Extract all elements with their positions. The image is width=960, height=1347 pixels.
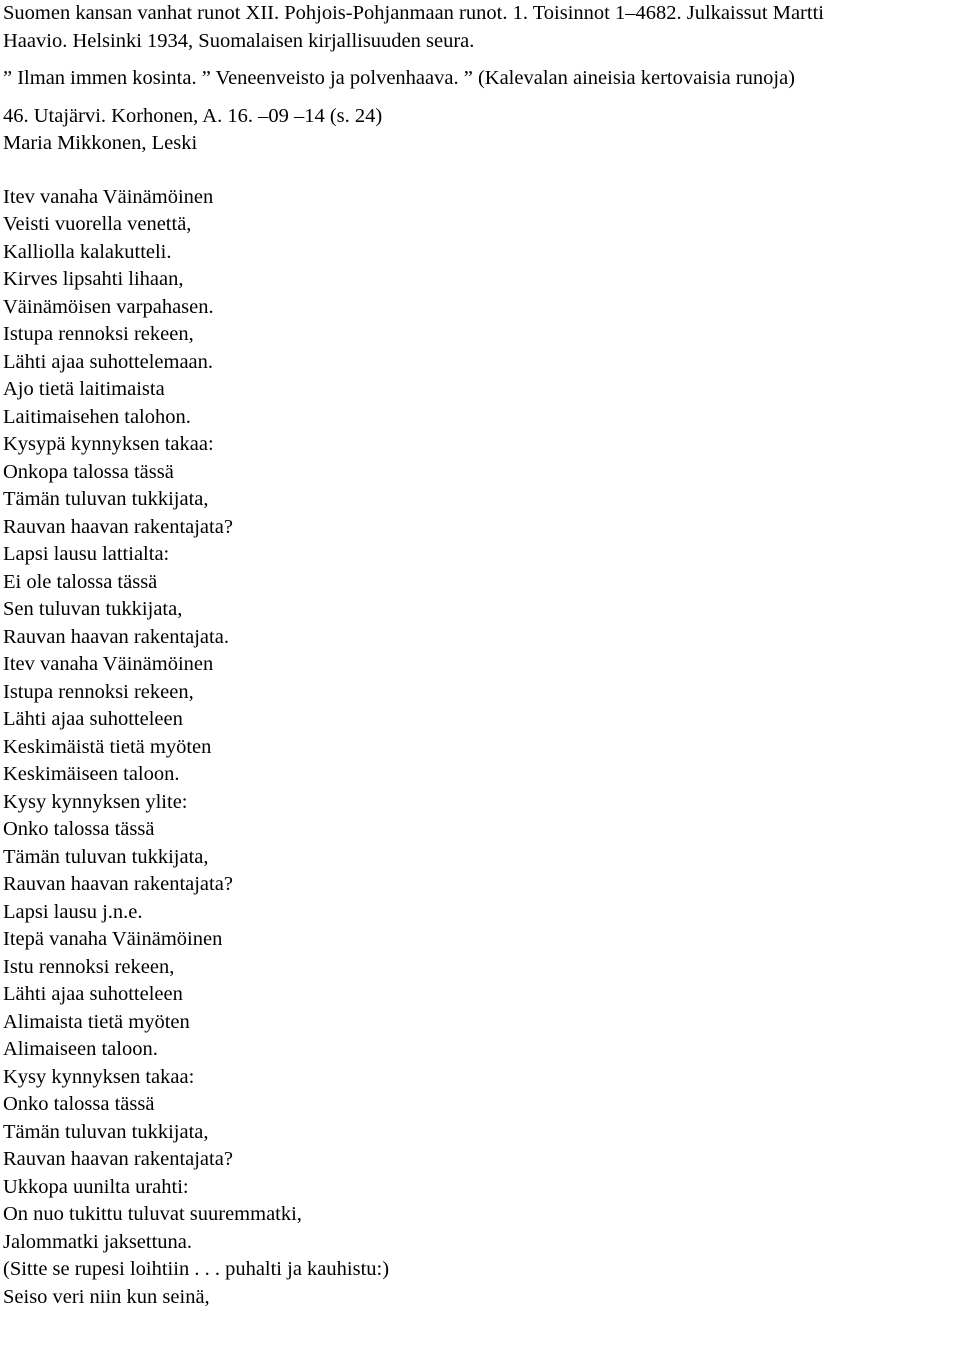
poem-text: [3, 184, 953, 1312]
source-line-2: Haavio. Helsinki 1934, Suomalaisen kirjallisuuden seura.: [3, 29, 475, 52]
poem-line: Kirves lipsahti lihaan,: [3, 268, 184, 290]
poem-line: Itepä vanaha Väinämöinen: [3, 928, 223, 950]
poem-line: Istupa rennoksi rekeen,: [3, 680, 194, 703]
poem-line: Seiso veri niin kun seinä,: [3, 1285, 210, 1308]
informant-line: Maria Mikkonen, Leski: [3, 132, 198, 154]
poem-line: (Sitte se rupesi loihtiin . . . puhalti ja kauhistu:): [3, 1258, 390, 1280]
poem-line: On nuo tukittu tuluvat suuremmatki,: [3, 1203, 302, 1225]
spacer: [3, 55, 953, 65]
poem-line: Onko talossa tässä: [3, 1093, 155, 1115]
poem-line: Tämän tuluvan tukkijata,: [3, 1120, 209, 1143]
poem-line: Kysypä kynnyksen takaa:: [3, 433, 214, 455]
poem-line: Kalliolla kalakutteli.: [3, 240, 172, 263]
poem-line: Itev vanaha Väinämöinen: [3, 653, 214, 675]
poem-line: Lapsi lausu lattialta:: [3, 543, 170, 565]
spacer: [3, 93, 953, 103]
poem-line: Väinämöisen varpahasen.: [3, 295, 214, 318]
record-id-line: 46. Utajärvi. Korhonen, A. 16. –09 –14 (s. 24): [3, 104, 383, 127]
poem-line: Veisti vuorella venettä,: [3, 213, 192, 235]
poem-line: Onkopa talossa tässä: [3, 460, 174, 483]
poem-line: Lapsi lausu j.n.e.: [3, 900, 143, 923]
poem-line: Alimaiseen taloon.: [3, 1038, 158, 1060]
poem-line: Tämän tuluvan tukkijata,: [3, 845, 209, 868]
poem-line: Istupa rennoksi rekeen,: [3, 323, 194, 345]
spacer: [3, 158, 953, 184]
poem-line: Ajo tietä laitimaista: [3, 378, 165, 400]
poem-line: Kysy kynnyksen takaa:: [3, 1065, 195, 1088]
poem-line: Tämän tuluvan tukkijata,: [3, 488, 209, 510]
document-page: [3, 0, 953, 1311]
poem-line: Ei ole talossa tässä: [3, 570, 158, 593]
poem-line: Sen tuluvan tukkijata,: [3, 598, 183, 620]
section-title: ” Ilman immen kosinta. ” Veneenveisto ja polvenhaava. ” (Kalevalan aineisia kertovaisia runoja): [3, 67, 795, 89]
poem-line: Lähti ajaa suhottelemaan.: [3, 350, 214, 373]
poem-line: Rauvan haavan rakentajata?: [3, 515, 233, 538]
poem-line: Keskimäiseen taloon.: [3, 763, 180, 785]
poem-line: Onko talossa tässä: [3, 818, 155, 840]
poem-line: Laitimaisehen talohon.: [3, 405, 191, 428]
poem-line: Rauvan haavan rakentajata.: [3, 625, 229, 648]
poem-line: Istu rennoksi rekeen,: [3, 955, 175, 978]
poem-line: Itev vanaha Väinämöinen: [3, 185, 214, 208]
source-line-1: Suomen kansan vanhat runot XII. Pohjois-Pohjanmaan runot. 1. Toisinnot 1–4682. Julkaissut Martti: [3, 2, 824, 24]
poem-line: Kysy kynnyksen ylite:: [3, 790, 188, 813]
poem-line: Jalommatki jaksettuna.: [3, 1230, 193, 1253]
poem-line: Ukkopa uunilta urahti:: [3, 1175, 189, 1198]
poem-line: Keskimäistä tietä myöten: [3, 735, 212, 758]
poem-line: Lähti ajaa suhotteleen: [3, 708, 183, 730]
poem-line: Rauvan haavan rakentajata?: [3, 873, 233, 895]
poem-line: Lähti ajaa suhotteleen: [3, 983, 183, 1005]
poem-line: Rauvan haavan rakentajata?: [3, 1148, 233, 1170]
poem-line: Alimaista tietä myöten: [3, 1010, 190, 1033]
